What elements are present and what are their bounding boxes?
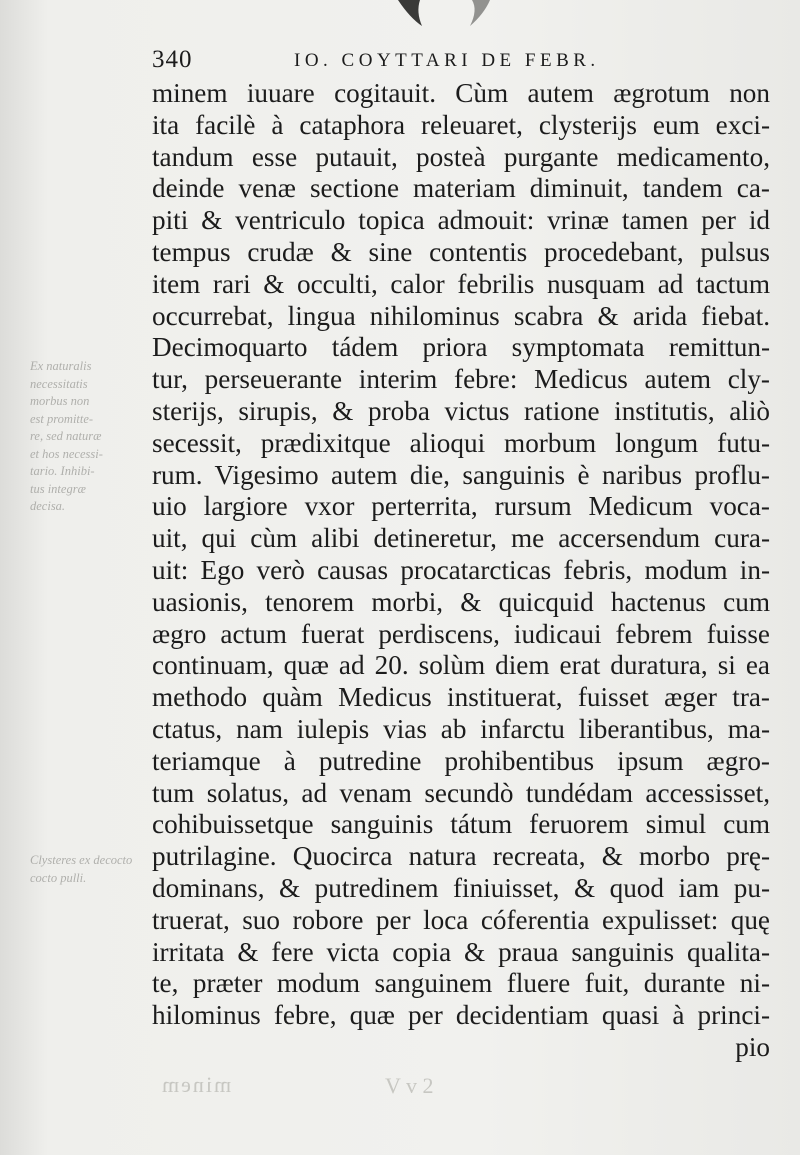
text-line: tur, perseuerante interim febre: Medicus autem cly- [152, 364, 770, 395]
text-line: te, præter modum sanguinem fluere fuit, durante ni- [152, 968, 770, 999]
text-line: uit, qui cùm alibi detineretur, me accersendum cura- [152, 523, 770, 554]
text-line: uit: Ego verò causas procatarcticas febris, modum in- [152, 554, 770, 585]
text-line: secessit, prædixitque alioqui morbum longum futu- [152, 427, 770, 458]
running-head [152, 46, 772, 76]
text-line: uio largiore vxor perterrita, rursum Medicum voca- [152, 491, 770, 522]
text-line: occurrebat, lingua nihilominus scabra & arida fiebat. [152, 300, 770, 331]
margin-note-line: cocto pulli. [30, 870, 87, 885]
text-line: uasionis, tenorem morbi, & quicquid hactenus cum [152, 586, 770, 617]
text-line: item rari & occulti, calor febrilis nusquam ad tactum [152, 268, 770, 299]
text-line: continuam, quæ ad 20. solùm diem erat duratura, si ea [152, 650, 770, 681]
text-line: minem iuuare cogitauit. Cùm autem ægrotum non [152, 78, 770, 108]
running-title: IO. COYTTARI DE FEBR. [294, 50, 600, 71]
margin-note-line: Ex naturalis [30, 359, 92, 373]
text-line: deinde venæ sectione materiam diminuit, tandem ca- [152, 173, 770, 204]
text-line: ita facilè à cataphora releuaret, clysterijs eum exci- [152, 109, 770, 140]
margin-note-line: re, sed naturæ [30, 429, 102, 443]
margin-note-line: tus integræ [30, 481, 86, 496]
text-line: methodo quàm Medicus instituerat, fuisset æger tra- [152, 682, 770, 713]
text-line: dominans, & putredinem finiuisset, & quod iam pu- [152, 872, 770, 903]
text-line: cohibuissetque sanguinis tátum feruorem simul cum [152, 809, 770, 840]
margin-note [30, 358, 142, 516]
text-line: ægro actum fuerat perdiscens, iudicaui febrem fuisse [152, 618, 770, 649]
margin-note-line: morbus non [30, 394, 90, 408]
page-number: 340 [152, 46, 193, 73]
bleed-through-text: minem [160, 1072, 232, 1097]
margin-note-line: decisa. [30, 499, 66, 513]
text-line: sterijs, sirupis, & proba victus ratione institutis, aliò [152, 395, 770, 426]
body-text [152, 78, 770, 1064]
margin-note-line: Clysteres ex decocto [30, 853, 133, 867]
signature-mark: V v 2 [385, 1073, 434, 1098]
text-line: tum solatus, ad venam secundò tundédam accessisset, [152, 777, 770, 808]
catchword: pio [735, 1031, 770, 1062]
text-line: truerat, suo robore per loca cóferentia expulisset: quę [152, 904, 770, 935]
margin-note-line: et hos necessi- [30, 446, 103, 461]
margin-note-line: necessitatis [30, 376, 88, 391]
text-line: tandum esse putauit, posteà purgante medicamento, [152, 141, 770, 172]
margin-note-line: est promitte- [30, 411, 94, 426]
margin-note-line: tario. Inhibi- [30, 464, 95, 478]
text-line: teriamque à putredine prohibentibus ipsum ægro- [152, 745, 770, 776]
text-line: tempus crudæ & sine contentis procedebant, pulsus [152, 236, 770, 267]
text-line: rum. Vigesimo autem die, sanguinis è naribus proflu- [152, 459, 770, 490]
margin-note [30, 852, 142, 887]
decorative-ornament-icon [380, 0, 510, 30]
text-line: ctatus, nam iulepis vias ab infarctu liberantibus, ma- [152, 713, 770, 744]
text-line: hilominus febre, quæ per decidentiam quasi à princi- [152, 1000, 770, 1031]
text-line: putrilagine. Quocirca natura recreata, & morbo prę- [152, 841, 770, 872]
text-line: Decimoquarto tádem priora symptomata remittun- [152, 332, 770, 363]
text-line: irritata & fere victa copia & praua sanguinis qualita- [152, 936, 770, 967]
text-line: piti & ventriculo topica admouit: vrinæ tamen per id [152, 205, 770, 236]
